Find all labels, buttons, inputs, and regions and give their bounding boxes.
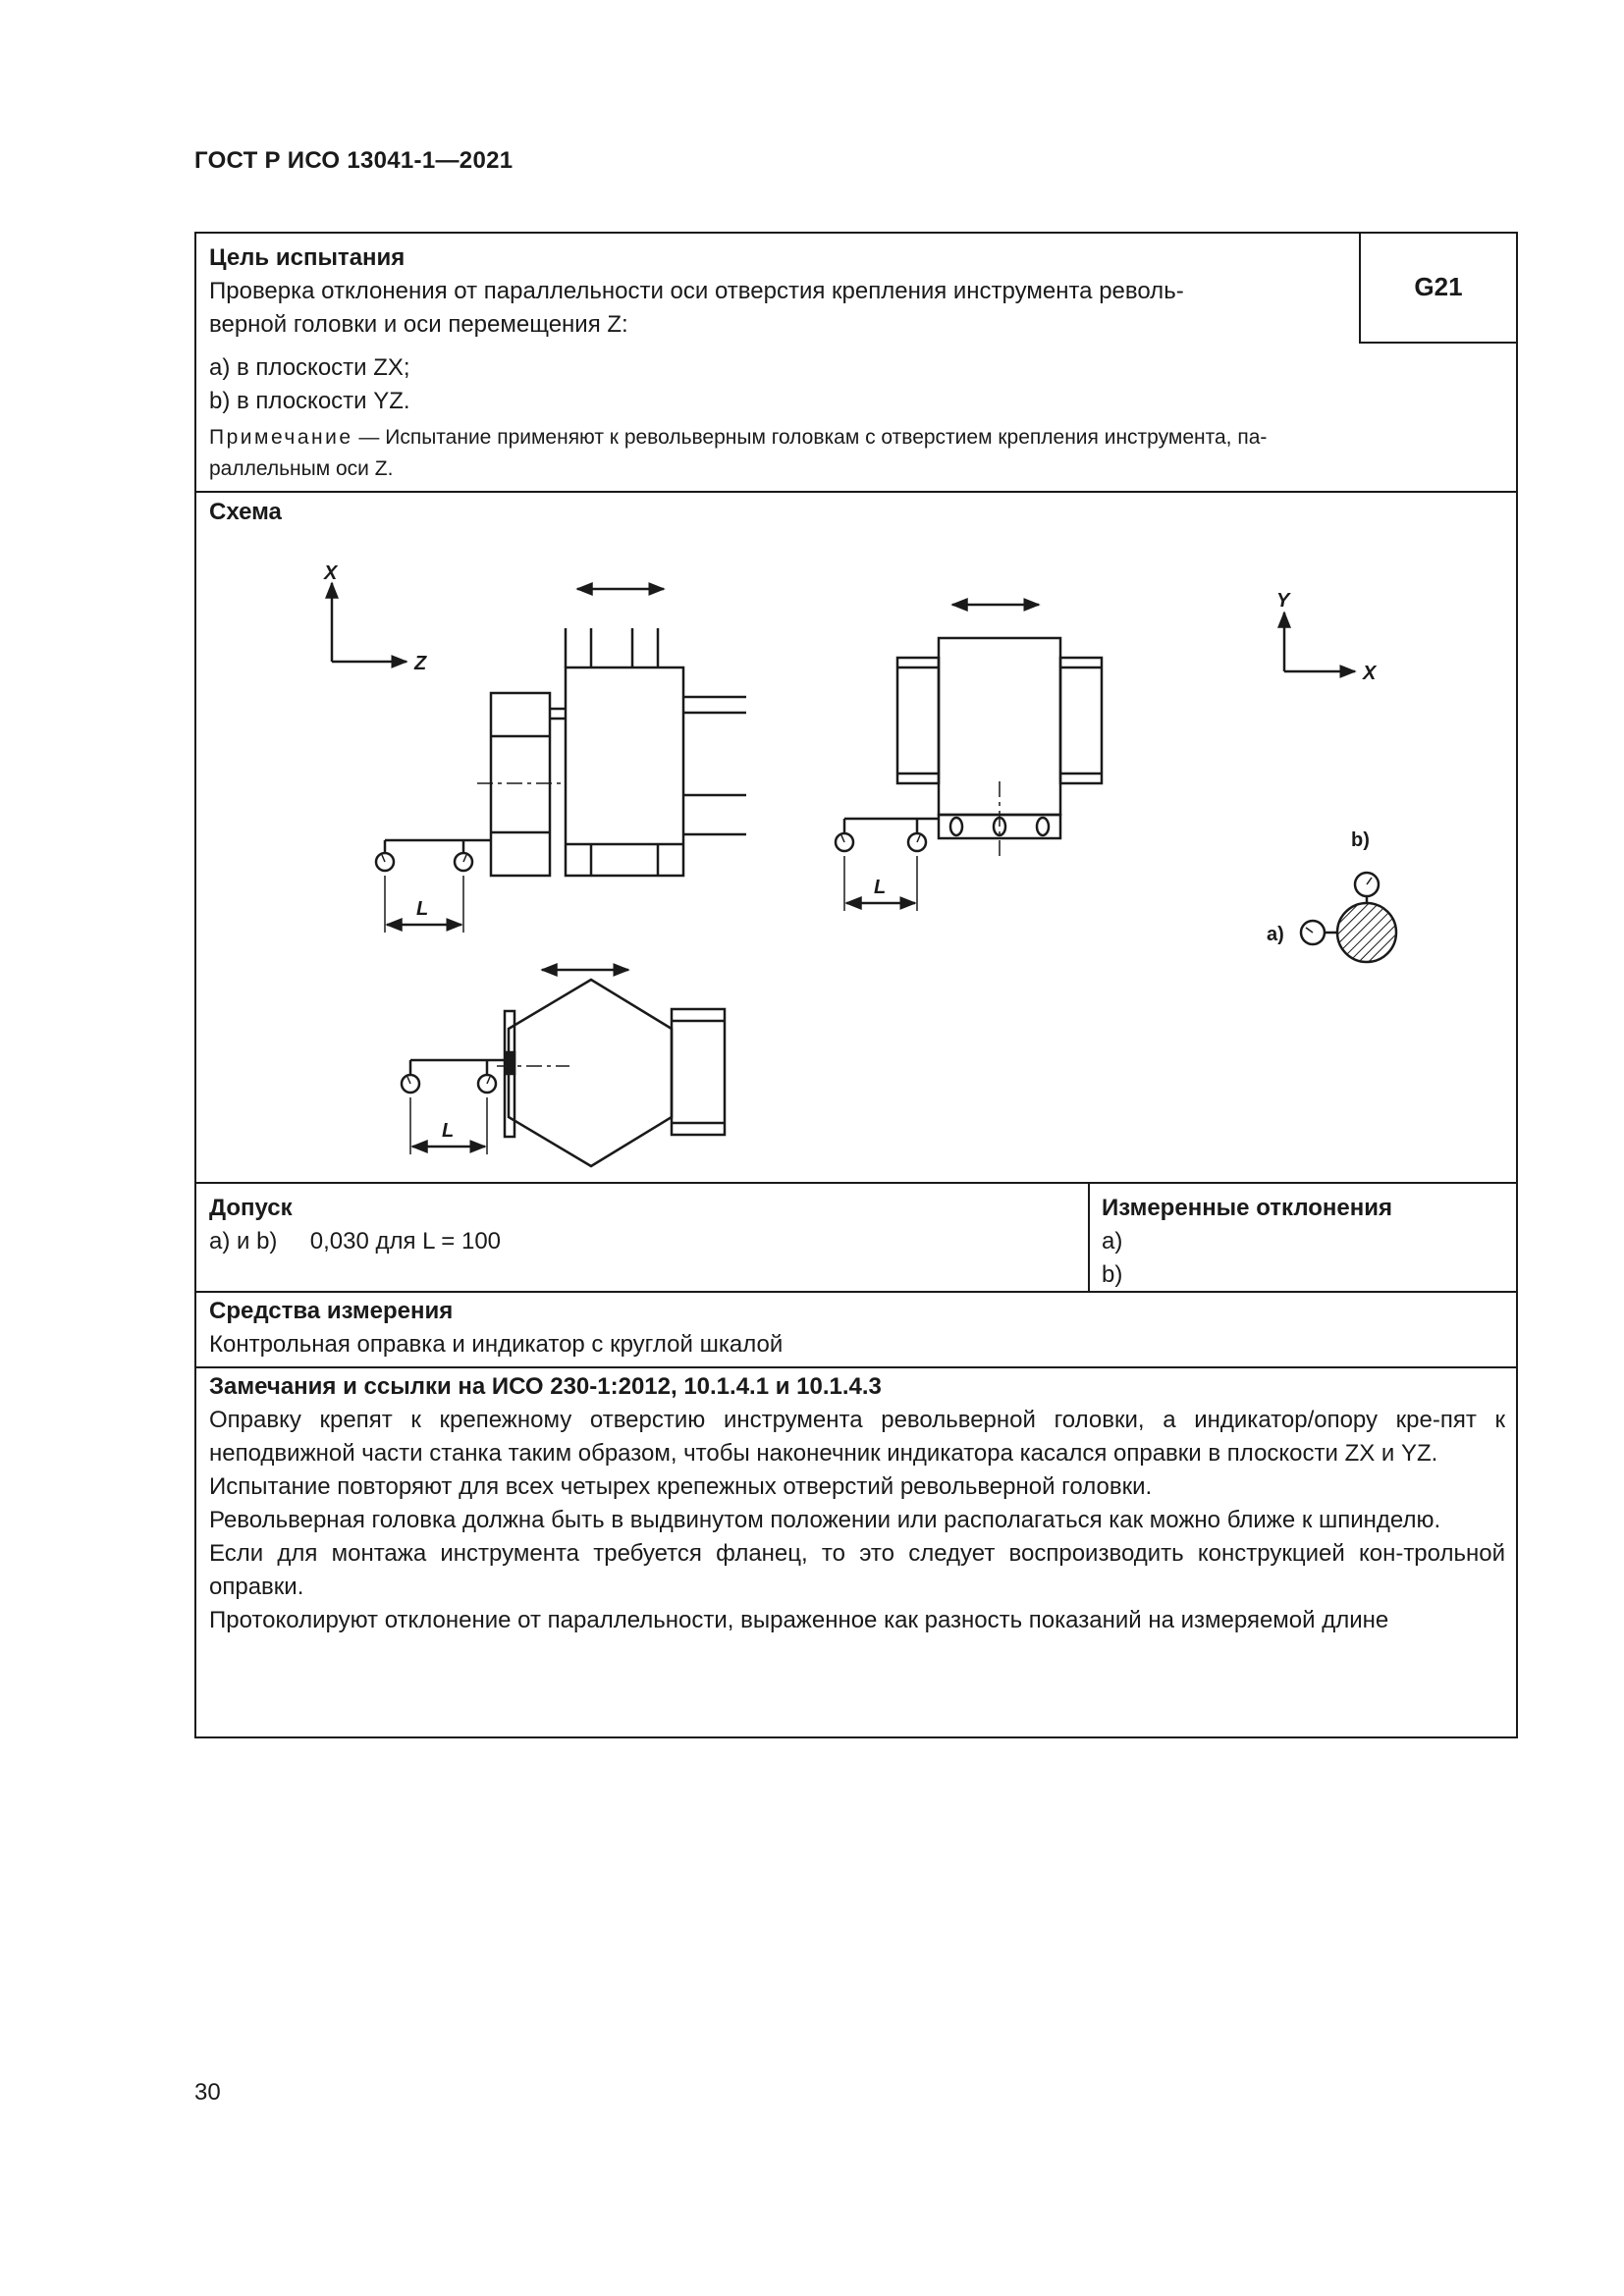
indicator-a-label: a) [1267,924,1284,945]
purpose-section [196,234,1516,491]
scheme-diagram [196,491,1516,1182]
axis-z-label: Z [414,653,427,674]
remarks-paragraph-2: Испытание повторяют для всех четырех крепежных отверстий револьверной головки. [209,1473,1153,1500]
plane-item-b: b) в плоскости YZ. [209,388,410,414]
plane-item-a: a) в плоскости ZX; [209,354,410,381]
remarks-title: Замечания и ссылки на ИСО 230-1:2012, 10.1.4.1 и 10.1.4.3 [209,1373,882,1400]
purpose-title: Цель испытания [209,244,406,271]
scheme-title: Схема [209,499,282,525]
tolerance-title: Допуск [209,1195,293,1221]
note-text: — Испытание применяют к револьверным головкам с отверстием крепления инструмента, па- [352,426,1268,449]
tolerance-value: a) и b) 0,030 для L = 100 [209,1228,502,1255]
note-label: Примечание [209,426,353,449]
axis-y-label: Y [1276,590,1290,612]
remarks-section [209,1366,1505,1637]
test-sheet [194,232,1518,1738]
measured-block [1102,1192,1392,1292]
axis-x2-label: X [1363,663,1377,684]
remarks-paragraph-4: Если для монтажа инструмента требуется фланец, то это следует воспроизводить конструкцией кон-трольной оправки. [209,1540,1505,1600]
axis-x-label: X [324,562,338,584]
purpose-text-block [209,241,1338,418]
dim-l-label-3: L [442,1120,455,1142]
measured-title: Измеренные отклонения [1102,1195,1393,1221]
column-divider [1088,1182,1090,1291]
remarks-paragraph-5: Протоколируют отклонение от параллельности, выраженное как разность показаний на измеряемой длине [209,1607,1389,1633]
turret-front-view [836,605,1102,911]
test-code: G21 [1359,234,1516,344]
mandrel-section-detail [1267,829,1396,962]
page-number: 30 [194,2079,221,2106]
means-title: Средства измерения [209,1298,454,1324]
turret-hexagon-view [402,970,725,1166]
dim-l-label-2: L [874,877,887,898]
means-text: Контрольная оправка и индикатор с круглой шкалой [209,1331,784,1358]
purpose-note [209,422,1503,485]
plane-list [209,351,1338,418]
indicator-b-label: b) [1351,829,1370,851]
remarks-paragraph-1: Оправку крепят к крепежному отверстию инструмента револьверной головки, а индикатор/опору кре-пят к неподвижной части станка таким образом, чтобы наконечник индикатора касался оправки в плоскости ZX и YZ. [209,1407,1505,1467]
turret-side-view [376,589,746,933]
purpose-line-1: Проверка отклонения от параллельности оси отверстия крепления инструмента револь- [209,278,1184,304]
remarks-paragraph-3: Револьверная головка должна быть в выдвинутом положении или располагаться как можно ближе к шпинделю. [209,1507,1441,1533]
axis-yx-icon [1276,590,1378,684]
note-text-2: раллельным оси Z. [209,457,394,480]
tolerance-block [209,1192,501,1258]
document-header: ГОСТ Р ИСО 13041-1—2021 [194,147,514,174]
dim-l-label-1: L [416,898,429,920]
purpose-line-2: верной головки и оси перемещения Z: [209,311,628,338]
measured-b: b) [1102,1261,1123,1288]
measured-a: a) [1102,1228,1123,1255]
measuring-means-section [209,1291,783,1362]
tolerance-section [196,1182,1520,1291]
axis-xz-icon [323,562,427,674]
